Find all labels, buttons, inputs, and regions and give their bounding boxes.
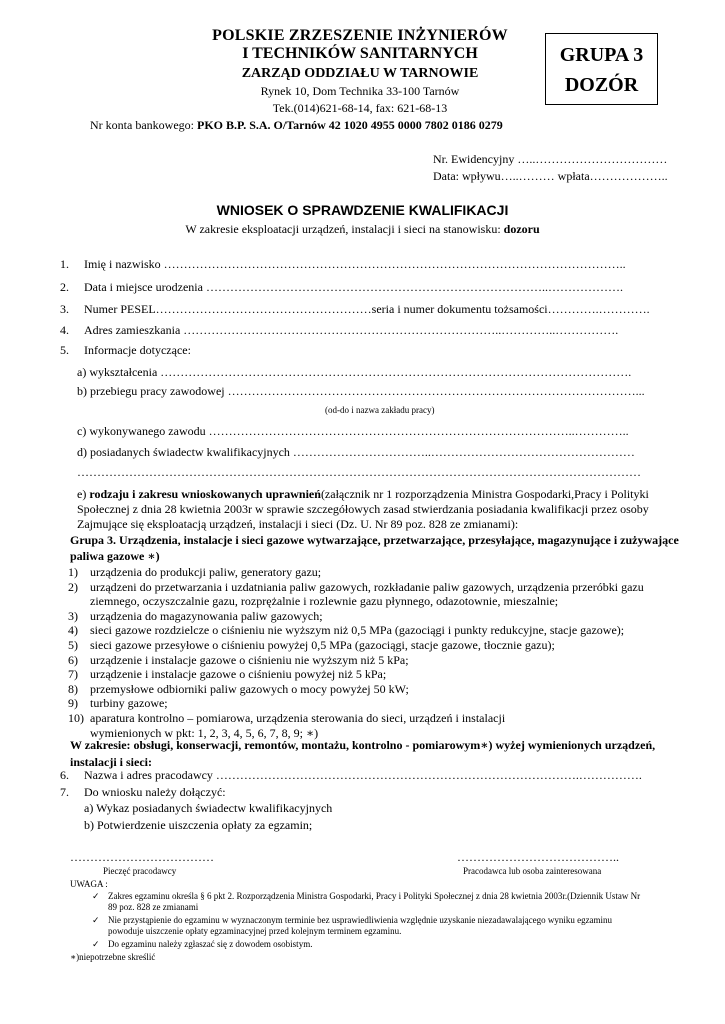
organization-name-line2: I TECHNIKÓW SANITARNYCH xyxy=(242,45,478,62)
note-3: ✓ Do egzaminu należy zgłaszać się z dowodem osobistym. xyxy=(92,939,313,949)
field-pesel[interactable]: 3. Numer PESEL………………………………………………seria i numer dokumentu tożsamości………….…………. xyxy=(60,302,650,316)
group-number: GRUPA 3 xyxy=(559,44,644,66)
list-item[interactable]: 6) urządzenie i instalacje gazowe o ciśnieniu nie wyższym niż 5 kPa; xyxy=(68,652,409,667)
list-item: ziemnego, oczyszczalnie gazu, rozprężalnie i rozlewnie gazu płynnego, odazotownie, mieszalnie; xyxy=(90,594,559,609)
list-item[interactable]: 8) przemysłowe odbiorniki paliw gazowych o mocy powyżej 50 kW; xyxy=(68,681,409,696)
checkmark-icon: ✓ xyxy=(92,915,100,925)
list-item[interactable]: 2) urządzeni do przetwarzania i uzdatniania paliw gazowych, rozkładanie paliw gazowych, urządzenia przeróbki gazu xyxy=(68,579,644,594)
list-item[interactable]: 9) turbiny gazowe; xyxy=(68,696,168,711)
organization-phone: Tek.(014)621-68-14, fax: 621-68-13 xyxy=(272,101,448,115)
field-name[interactable]: 1. Imię i nazwisko …………………………………………………………………………………………………….. xyxy=(60,257,626,271)
checkmark-icon: ✓ xyxy=(92,891,100,901)
list-item[interactable]: 3) urządzenia do magazynowania paliw gazowych; xyxy=(68,608,323,623)
organization-name-line1: POLSKIE ZRZESZENIE INŻYNIERÓW xyxy=(212,27,508,44)
group-heading-line1: Grupa 3. Urządzenia, instalacje i sieci gazowe wytwarzające, przetwarzające, przesyłające, magazynujące i zużywające xyxy=(70,533,679,547)
note-2: ✓ Nie przystąpienie do egzaminu w wyznaczonym terminie bez usprawiedliwienia względnie uzyskanie niezadawalającego wyniku egzaminu xyxy=(92,915,613,925)
group-role: DOZÓR xyxy=(564,74,639,96)
list-item[interactable]: 5) sieci gazowe przesyłowe o ciśnieniu powyżej 0,5 MPa (gazociągi, stacje gazowe, tłocznie gazu); xyxy=(68,637,555,652)
applicant-signature-label: Pracodawca lub osoba zainteresowana xyxy=(463,866,602,876)
bank-account: Nr konta bankowego: PKO B.P. S.A. O/Tarnów 42 1020 4955 0000 7802 0186 0279 xyxy=(90,118,503,132)
field-scope-line2: Społecznej z dnia 28 kwietnia 2003r w sprawie szczegółowych zasad stwierdzania posiadania kwalifikacji przez osoby xyxy=(77,502,649,516)
attachment-payment: b) Potwierdzenie uiszczenia opłaty za egzamin; xyxy=(84,818,313,832)
field-address[interactable]: 4. Adres zamieszkania ……………………………………………………………………..…………..……………. xyxy=(60,323,619,337)
employer-stamp-label: Pieczęć pracodawcy xyxy=(103,866,177,876)
form-title: WNIOSEK O SPRAWDZENIE KWALIFIKACJI xyxy=(216,202,509,218)
group-box xyxy=(545,33,658,105)
attachment-certificates: a) Wykaz posiadanych świadectw kwalifikacyjnych xyxy=(84,801,333,815)
note-2-continued: powoduje uiszczenie opłaty egzaminacyjnej przed kolejnym terminem egzaminu. xyxy=(108,926,402,936)
field-certificates-continued[interactable]: …………………………………………………………………………………………………………………………… xyxy=(77,465,641,479)
group-heading-line2: paliwa gazowe ∗) xyxy=(70,549,160,563)
field-employer[interactable]: 6. Nazwa i adres pracodawcy ……………………………………………………………………………….……………. xyxy=(60,768,642,782)
registry-number-field[interactable]: Nr. Ewidencyjny …..…………………………… xyxy=(433,152,668,166)
form-subtitle: W zakresie eksploatacji urządzeń, instalacji i sieci na stanowisku: dozoru xyxy=(185,222,540,236)
field-education[interactable]: a) wykształcenia ………………………………………………………………………………………………………. xyxy=(77,365,632,379)
field-profession[interactable]: c) wykonywanego zawodu ………………………………………………………………………………..………….. xyxy=(77,424,629,438)
field-scope-line3: Zajmujące się eksploatacją urządzeń, instalacji i sieci (Dz. U. Nr 89 poz. 828 ze zmianami): xyxy=(77,517,519,531)
notes-heading: UWAGA : xyxy=(70,879,108,889)
field-birth[interactable]: 2. Data i miejsce urodzenia …………………………………………………………………………..………………. xyxy=(60,280,623,294)
list-item[interactable]: 1) urządzenia do produkcji paliw, generatory gazu; xyxy=(68,565,322,579)
employer-stamp-line[interactable]: ……………………………… xyxy=(70,850,214,864)
attachments-heading: 7. Do wniosku należy dołączyć: xyxy=(60,785,226,799)
scope-line2: instalacji i sieci: xyxy=(70,755,152,769)
list-item[interactable]: 7) urządzenie i instalacje gazowe o ciśnieniu powyżej niż 5 kPa; xyxy=(68,667,387,682)
organization-address: Rynek 10, Dom Technika 33-100 Tarnów xyxy=(260,84,460,98)
organization-branch: ZARZĄD ODDZIAŁU W TARNOWIE xyxy=(241,66,479,81)
list-item[interactable]: 10) aparatura kontrolno – pomiarowa, urządzenia sterowania do sieci, urządzeń i instalacji xyxy=(68,710,506,725)
field-information-heading: 5. Informacje dotyczące: xyxy=(60,343,191,357)
list-item[interactable]: 4) sieci gazowe rozdzielcze o ciśnieniu nie wyższym niż 0,5 MPa (gazociągi i punkty redukcyjne, stacje gazowe); xyxy=(68,623,625,638)
field-scope-line1: e) rodzaju i zakresu wnioskowanych uprawnień(załącznik nr 1 rozporządzenia Ministra Gospodarki,Pracy i Polityki xyxy=(77,487,649,501)
list-item: wymienionych w pkt: 1, 2, 3, 4, 5, 6, 7, 8, 9; ∗) xyxy=(90,725,319,740)
footnote: ∗)niepotrzebne skreślić xyxy=(70,952,156,962)
registry-dates-field[interactable]: Data: wpływu…..……… wpłata……………….. xyxy=(433,169,668,183)
checkmark-icon: ✓ xyxy=(92,939,100,949)
note-1: ✓ Zakres egzaminu określa § 6 pkt 2. Rozporządzenia Ministra Gospodarki, Pracy i Polityki Społecznej z dnia 28 kwietnia 2003r.(Dziennik Ustaw Nr xyxy=(92,891,641,901)
equipment-list xyxy=(68,565,644,740)
applicant-signature-line[interactable]: ………………………………….. xyxy=(457,850,619,864)
note-1-continued: 89 poz. 828 ze zmianami xyxy=(108,902,199,912)
scope-line1: W zakresie: obsługi, konserwacji, remontów, montażu, kontrolno - pomiarowym∗) wyżej wymienionych urządzeń, xyxy=(70,738,656,752)
work-history-note: (od-do i nazwa zakładu pracy) xyxy=(325,405,435,415)
field-work-history[interactable]: b) przebiegu pracy zawodowej …………………………………………………………………………………………... xyxy=(77,384,645,398)
field-certificates[interactable]: d) posiadanych świadectw kwalifikacyjnych ……………………………..…………………………………………… xyxy=(77,445,635,459)
